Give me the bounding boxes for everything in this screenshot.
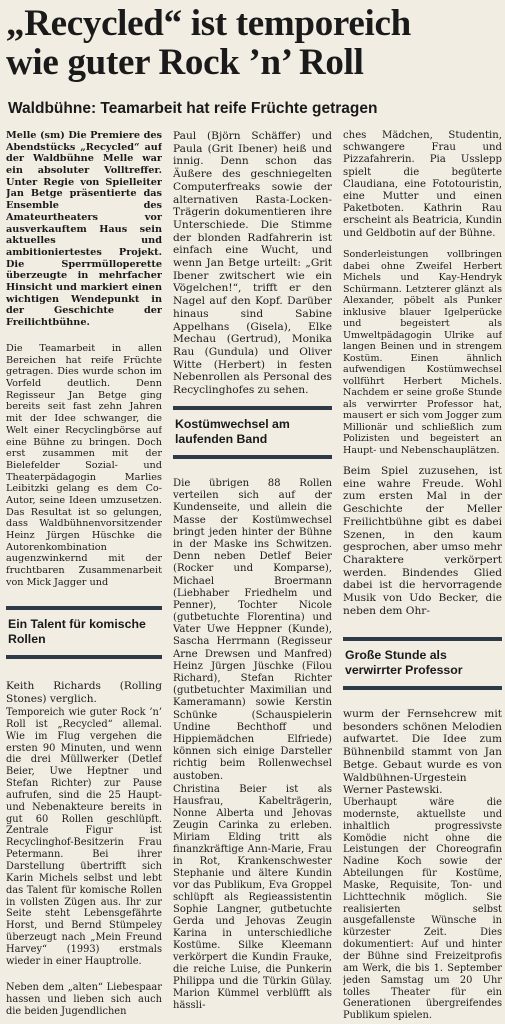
body-paragraph: wurm der Fernsehcrew mit besonders schönen Melodien aufwartet. Die Idee zum Bühnenbild stammt von Jan Betge. Gebaut wurde es von Waldbühnen-Urgestein Werner Pastewski.: [343, 708, 502, 796]
subheadline: Waldbühne: Teamarbeit hat reife Früchte getragen: [8, 100, 378, 117]
body-paragraph: Neben dem „alten“ Liebespaar hassen und lieben sich auch die beiden Jugendlichen: [6, 982, 162, 1017]
column-1: [6, 0, 162, 1024]
body-paragraph: Sonderleistungen vollbringen dabei ohne Zweifel Herbert Michels und Kay-Hendryk Schürmann. Letzterer glänzt als Alexander, pöbelt als Punker inklusive blauer Igelperücke und begeistert als Umweltpädagogin Ulrike auf langen Beinen und in strengem Kostüm. Einen ähnlich aufwendigen Kostümwechsel vollführt Herbert Michels. Nachdem er seine große Stunde als verwirrter Professor hat, mausert er sich vom Jogger zum Millionär und schließlich zum Polizisten und begeistert an Haupt- und Nebenschauplätzen.: [343, 249, 502, 456]
body-paragraph: Überhaupt wäre die modernste, aktuellste und inhaltlich progressivste Komödie nicht ohne die Leistungen der Choreografin Nadine Koch sowie der Abteilungen für Kostüme, Maske, Requisite, Ton- und Lichttechnik möglich. Sie realisierten selbst ausgefallenste Wünsche in kürzester Zeit. Dies dokumentiert: Auf und hinter der Bühne sind Freizeitprofis am Werk, die bis 1. September jeden Samstag um 20 Uhr tolles Theater für ein Generationen übergreifendes Publikum spielen.: [343, 797, 502, 1021]
column-2: [173, 0, 332, 1024]
section-heading-talent: Ein Talent für komische Rollen: [6, 606, 162, 659]
section-heading-kostuemwechsel: Kostümwechsel am laufenden Band: [173, 406, 332, 459]
column-3: [343, 0, 502, 1024]
body-paragraph: Temporeich wie guter Rock ’n’ Roll ist „Recycled“ allemal. Wie im Flug vergehen die ersten 90 Minuten, und wenn die drei Müllwerker (Detlef Beier, Uwe Heptner und Stefan Richter) zur Pause aufrufen, sind die 25 Haupt- und Nebenakteure bereits in gut 60 Rollen geschlüpft. Zentrale Figur ist Recyclinghof-Besitzerin Frau Petermann. Bei ihrer Darstellung übertrifft sich Karin Michels selbst und lebt das Talent für komische Rollen in vollsten Zügen aus. Ihr zur Seite steht Lebensgefährte Horst, und Bernd Stümpeley überzeugt nach „Mein Freund Harvey“ (1993) erstmals wieder in einer Hauptrolle.: [6, 707, 162, 967]
body-paragraph: Keith Richards (Rolling Stones) verglich.: [6, 680, 162, 705]
headline-line-2: wie guter Rock ’n’ Roll: [6, 42, 364, 83]
section-heading-professor: Große Stunde als verwirrter Professor: [343, 637, 502, 690]
body-paragraph: Die übrigen 88 Rollen verteilen sich auf der Kundenseite, und allein die Masse der Kostümwechsel bringt jeden hinter der Bühne in der Maske ins Schwitzen. Denn neben Detlef Beier (Rocker und Komparse), Michael Broermann (Liebhaber Friedhelm und Penner), Tochter Nicole (gutbetuchte Florentina) und Vater Uwe Heppner (Kunde), Sascha Herrmann (Regisseur Arne Drewsen und Manfred) Heinz Jürgen Jüschke (Filou Richard), Stefan Richter (gutbetuchter Maximilian und Kameramann) sowie Kerstin Schünke (Schauspielerin Undine Bechthoff und Hippiemädchen Elfriede) können sich einige Darsteller richtig beim Rollenwechsel austoben.: [173, 478, 332, 782]
headline-line-1: „Recycled“ ist temporeich: [6, 3, 411, 44]
body-paragraph: ches Mädchen, Studentin, schwangere Frau und Pizzafahrerin. Pia Usslepp spielt die begüterte Claudiana, eine Fototouristin, eine Mutter und einen Paketboten. Kathrin Rau erscheint als Beatricia, Kundin und Geldbotin auf der Bühne.: [343, 130, 502, 239]
body-paragraph: Paul (Björn Schäffer) und Paula (Grit Ibener) heiß und innig. Denn schon das Äußere des geschniegelten Computerfreaks sowie der alternativen Rasta-Locken-Trägerin dokumentieren ihre Unterschiede. Die Stimme der blonden Radfahrerin ist einfach eine Wucht, und wenn Jan Betge urteilt: „Grit Ibener zwitschert wie ein Vögelchen!“, trifft er den Nagel auf den Kopf. Darüber hinaus sind Sabine Appelhans (Gisela), Elke Mechau (Gertrud), Monika Rau (Gundula) und Oliver Witte (Herbert) in festen Nebenrollen als Personal des Recyclinghofes zu sehen.: [173, 130, 332, 397]
body-paragraph: Christina Beier ist als Hausfrau, Kabelträgerin, Nonne Alberta und Jehovas Zeugin Carinka zu erleben. Miriam Elding tritt als finanzkräftige Ann-Marie, Frau in Rot, Krankenschwester Stephanie und ältere Kundin vor das Publikum, Eva Groppel schlüpft als Regieassistentin Sophie Langner, gutbetuchte Gerda und Jehovas Zeugin Karina in unterschiedliche Kostüme. Silke Kleemann verkörpert die Kundin Frauke, die reiche Luise, die Punkerin Philippa und die Türkin Gülay. Marion Kümmel verblüfft als hässli-: [173, 784, 332, 1012]
body-paragraph: Beim Spiel zuzusehen, ist eine wahre Freude. Wohl zum ersten Mal in der Geschichte der Meller Freilichtbühne gibt es dabei Szenen, in den kaum gesprochen, aber umso mehr Charaktere verkörpert werden. Bindendes Glied dabei ist die hervorragende Musik von Udo Becker, die neben dem Ohr-: [343, 465, 502, 617]
body-paragraph: Die Teamarbeit in allen Bereichen hat reife Früchte getragen. Dies wurde schon im Vorfeld deutlich. Denn Regisseur Jan Betge ging bereits seit fast zehn Jahren mit der Idee schwanger, die Welt einer Recyclingbörse auf eine Bühne zu bringen. Doch erst zusammen mit der Bielefelder Sozial- und Theaterpädagogin Marlies Leibitzki gelang es dem Co-Autor, seine Ideen umzusetzen. Das Resultat ist so gelungen, dass Waldbühnenvorsitzender Heinz Jürgen Hüschke die Autorenkombination augenzwinkernd mit der fruchtbaren Zusammenarbeit von Mick Jagger und: [6, 343, 162, 588]
lead-paragraph: Melle (sm) Die Premiere des Abendstücks „Recycled“ auf der Waldbühne Melle war ein absoluter Volltreffer. Unter Regie von Spielleiter Jan Betge präsentierte das Ensemble des Amateurtheaters vor ausverkauftem Haus sein aktuelles und ambitioniertestes Projekt. Die Sperrmülloperette überzeugte in mehrfacher Hinsicht und markiert einen wichtigen Wendepunkt in der Geschichte der Freilichtbühne.: [6, 130, 162, 328]
